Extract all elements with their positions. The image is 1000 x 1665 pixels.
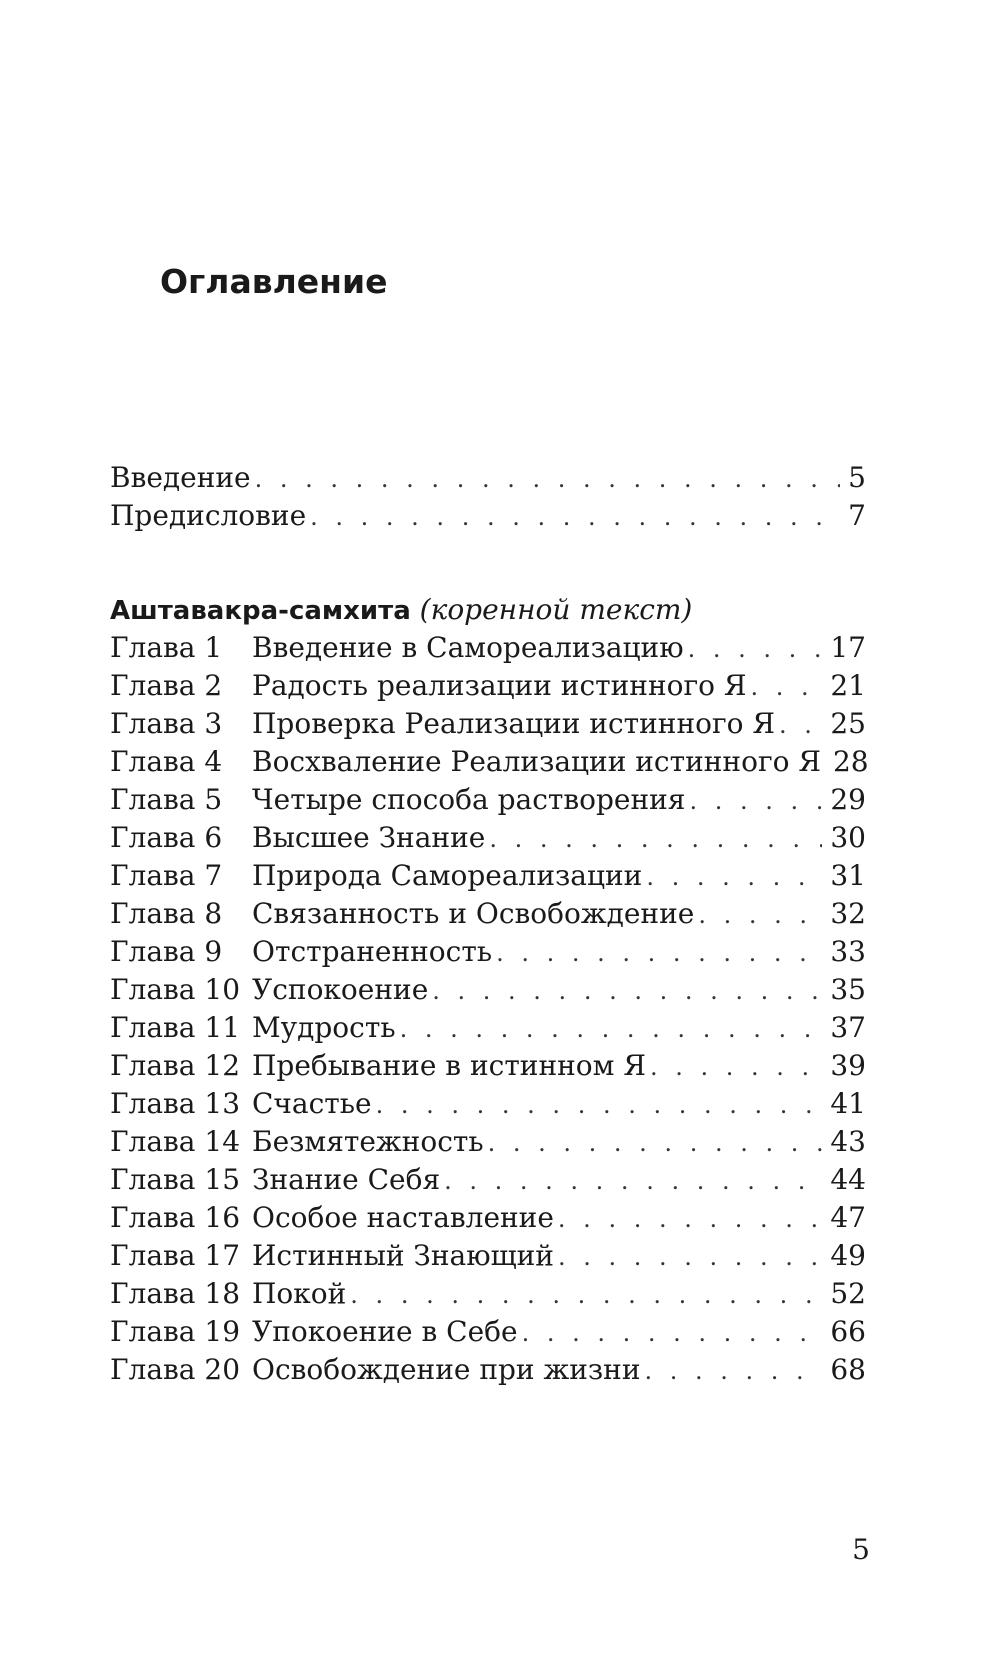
chapter-title: Освобождение при жизни [252, 1353, 641, 1386]
dot-leader [376, 1085, 823, 1125]
toc-chapter-4[interactable] [110, 742, 869, 782]
chapter-label: Глава 19 [110, 1315, 241, 1348]
toc-chapter-11[interactable] [110, 1008, 866, 1048]
chapter-page-number: 17 [830, 631, 866, 664]
chapter-page-number: 49 [830, 1239, 866, 1272]
toc-chapter-8[interactable] [110, 894, 866, 934]
dot-leader [650, 1047, 822, 1087]
chapter-title: Связанность и Освобождение [252, 897, 695, 930]
chapter-page-number: 47 [830, 1201, 866, 1234]
chapter-title: Покой [252, 1277, 347, 1310]
chapter-label: Глава 10 [110, 973, 241, 1006]
chapter-title: Проверка Реализации истинного Я [252, 707, 776, 740]
dot-leader [255, 459, 841, 499]
toc-chapter-2[interactable] [110, 666, 866, 706]
chapter-title: Высшее Знание [252, 821, 486, 854]
chapter-label: Глава 17 [110, 1239, 241, 1272]
chapter-label: Глава 11 [110, 1011, 241, 1044]
chapter-label: Глава 4 [110, 745, 223, 778]
dot-leader [645, 1351, 823, 1391]
chapter-label: Глава 20 [110, 1353, 241, 1386]
toc-chapter-10[interactable] [110, 970, 866, 1010]
chapter-page-number: 29 [830, 783, 866, 816]
dot-leader [558, 1237, 822, 1277]
chapter-title: Отстраненность [252, 935, 493, 968]
chapter-title: Радость реализации истинного Я [252, 669, 747, 702]
dot-leader [400, 1009, 823, 1049]
chapter-title: Восхваление Реализации истинного Я [252, 745, 821, 778]
toc-chapter-5[interactable] [110, 780, 866, 820]
dot-leader [698, 895, 822, 935]
page-title: Оглавление [160, 262, 388, 301]
chapter-page-number: 30 [830, 821, 866, 854]
chapter-page-number: 37 [830, 1011, 866, 1044]
chapter-page-number: 41 [830, 1087, 866, 1120]
chapter-page-number: 66 [830, 1315, 866, 1348]
chapter-label: Глава 13 [110, 1087, 241, 1120]
chapter-page-number: 43 [830, 1125, 866, 1158]
dot-leader [489, 819, 822, 859]
toc-chapter-19[interactable] [110, 1312, 866, 1352]
dot-leader [496, 933, 822, 973]
chapter-page-number: 52 [830, 1277, 866, 1310]
toc-page-number: 5 [848, 461, 866, 494]
chapter-title: Пребывание в истинном Я [252, 1049, 646, 1082]
dot-leader [688, 629, 823, 669]
toc-chapter-13[interactable] [110, 1084, 866, 1124]
dot-leader [350, 1275, 822, 1315]
chapter-title: Истинный Знающий [252, 1239, 554, 1272]
toc-chapter-9[interactable] [110, 932, 866, 972]
chapter-page-number: 28 [832, 745, 869, 778]
section-heading [110, 590, 692, 631]
toc-chapter-17[interactable] [110, 1236, 866, 1276]
chapter-label: Глава 3 [110, 707, 223, 740]
chapter-title: Введение в Самореализацию [252, 631, 684, 664]
chapter-title: Успокоение [252, 973, 429, 1006]
toc-entry-title: Введение [110, 461, 251, 494]
toc-page-number: 7 [848, 499, 866, 532]
chapter-label: Глава 9 [110, 935, 223, 968]
toc-chapter-15[interactable] [110, 1160, 866, 1200]
dot-leader [646, 857, 822, 897]
chapter-title: Счастье [252, 1087, 372, 1120]
toc-chapter-12[interactable] [110, 1046, 866, 1086]
chapter-title: Мудрость [252, 1011, 396, 1044]
chapter-page-number: 31 [830, 859, 866, 892]
toc-chapter-18[interactable] [110, 1274, 866, 1314]
dot-leader [779, 705, 822, 745]
chapter-label: Глава 8 [110, 897, 223, 930]
chapter-label: Глава 18 [110, 1277, 241, 1310]
dot-leader [444, 1161, 822, 1201]
chapter-page-number: 35 [830, 973, 866, 1006]
chapter-title: Особое наставление [252, 1201, 554, 1234]
page-number: 5 [852, 1533, 870, 1566]
chapter-label: Глава 5 [110, 783, 223, 816]
toc-chapter-6[interactable] [110, 818, 866, 858]
chapter-label: Глава 14 [110, 1125, 241, 1158]
toc-chapter-7[interactable] [110, 856, 866, 896]
chapter-title: Четыре способа растворения [252, 783, 686, 816]
chapter-label: Глава 15 [110, 1163, 241, 1196]
dot-leader [432, 971, 822, 1011]
chapter-page-number: 44 [830, 1163, 866, 1196]
toc-chapter-14[interactable] [110, 1122, 866, 1162]
toc-entry-title: Предисловие [110, 499, 307, 532]
chapter-page-number: 25 [830, 707, 866, 740]
toc-entry-preface[interactable] [110, 496, 866, 536]
chapter-label: Глава 16 [110, 1201, 241, 1234]
chapter-label: Глава 1 [110, 631, 223, 664]
toc-chapter-1[interactable] [110, 628, 866, 668]
toc-entry-introduction[interactable] [110, 458, 866, 498]
section-subtitle: (коренной текст) [419, 593, 693, 626]
toc-chapter-16[interactable] [110, 1198, 866, 1238]
chapter-page-number: 68 [830, 1353, 866, 1386]
dot-leader [488, 1123, 823, 1163]
chapter-page-number: 32 [830, 897, 866, 930]
dot-leader [689, 781, 822, 821]
chapter-label: Глава 12 [110, 1049, 241, 1082]
chapter-label: Глава 6 [110, 821, 223, 854]
dot-leader [558, 1199, 822, 1239]
chapter-title: Знание Себя [252, 1163, 441, 1196]
dot-leader [310, 497, 840, 537]
section-title: Аштавакра-самхита [110, 596, 411, 626]
dot-leader [522, 1313, 823, 1353]
chapter-label: Глава 7 [110, 859, 223, 892]
toc-chapter-3[interactable] [110, 704, 866, 744]
toc-chapter-20[interactable] [110, 1350, 866, 1390]
chapter-title: Безмятежность [252, 1125, 484, 1158]
chapter-title: Природа Самореализации [252, 859, 643, 892]
chapter-page-number: 39 [830, 1049, 866, 1082]
chapter-label: Глава 2 [110, 669, 223, 702]
chapter-title: Упокоение в Себе [252, 1315, 518, 1348]
chapter-page-number: 33 [830, 935, 866, 968]
chapter-page-number: 21 [830, 669, 866, 702]
dot-leader [751, 667, 823, 707]
